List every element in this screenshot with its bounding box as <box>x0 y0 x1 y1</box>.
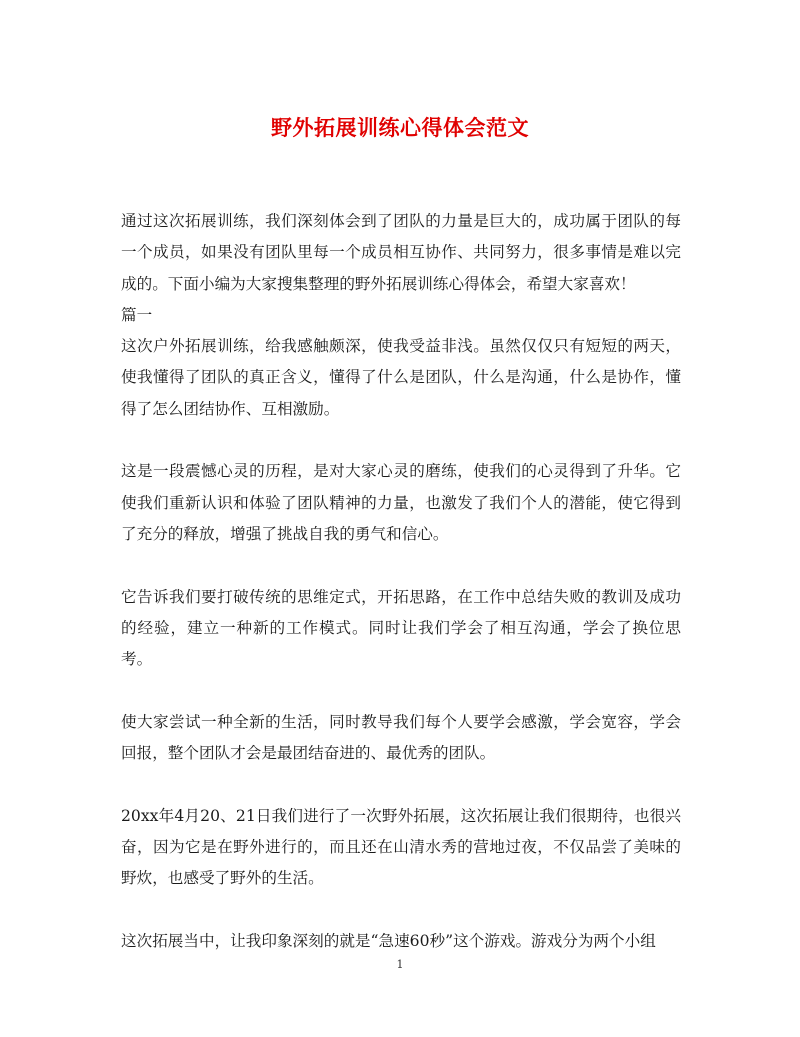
body-paragraph: 它告诉我们要打破传统的思维定式，开拓思路，在工作中总结失败的教训及成功的经验，建立一种新的工作模式。同时让我们学会了相互沟通，学会了换位思考。 <box>121 587 681 669</box>
body-paragraph: 这次户外拓展训练，给我感触颇深，使我受益非浅。虽然仅仅只有短短的两天，使我懂得了团队的真正含义，懂得了什么是团队，什么是沟通，什么是协作，懂得了怎么团结协作、互相激励。 <box>121 337 681 418</box>
intro-paragraph: 通过这次拓展训练，我们深刻体会到了团队的力量是巨大的，成功属于团队的每一个成员，如果没有团队里每一个成员相互协作、共同努力，很多事情是难以完成的。下面小编为大家搜集整理的野外拓展训练心得体会，希望大家喜欢！ <box>121 212 681 293</box>
body-paragraph: 使大家尝试一种全新的生活，同时教导我们每个人要学会感激，学会宽容，学会回报，整个团队才会是最团结奋进的、最优秀的团队。 <box>121 712 681 763</box>
document-body <box>121 206 681 957</box>
body-paragraph: 20xx年4月20、21日我们进行了一次野外拓展，这次拓展让我们很期待，也很兴奋，因为它是在野外进行的，而且还在山清水秀的营地过夜，不仅品尝了美味的野炊，也感受了野外的生活。 <box>121 806 681 888</box>
body-paragraph: 这次拓展当中，让我印象深刻的就是“急速60秒”这个游戏。游戏分为两个小组 <box>121 931 656 950</box>
page-number: 1 <box>396 958 404 971</box>
body-paragraph: 这是一段震憾心灵的历程，是对大家心灵的磨练，使我们的心灵得到了升华。它使我们重新认识和体验了团队精神的力量，也激发了我们个人的潜能，使它得到了充分的释放，增强了挑战自我的勇气和信心。 <box>121 462 681 543</box>
section-label: 篇一 <box>121 305 153 324</box>
document-title: 野外拓展训练心得体会范文 <box>271 115 529 140</box>
